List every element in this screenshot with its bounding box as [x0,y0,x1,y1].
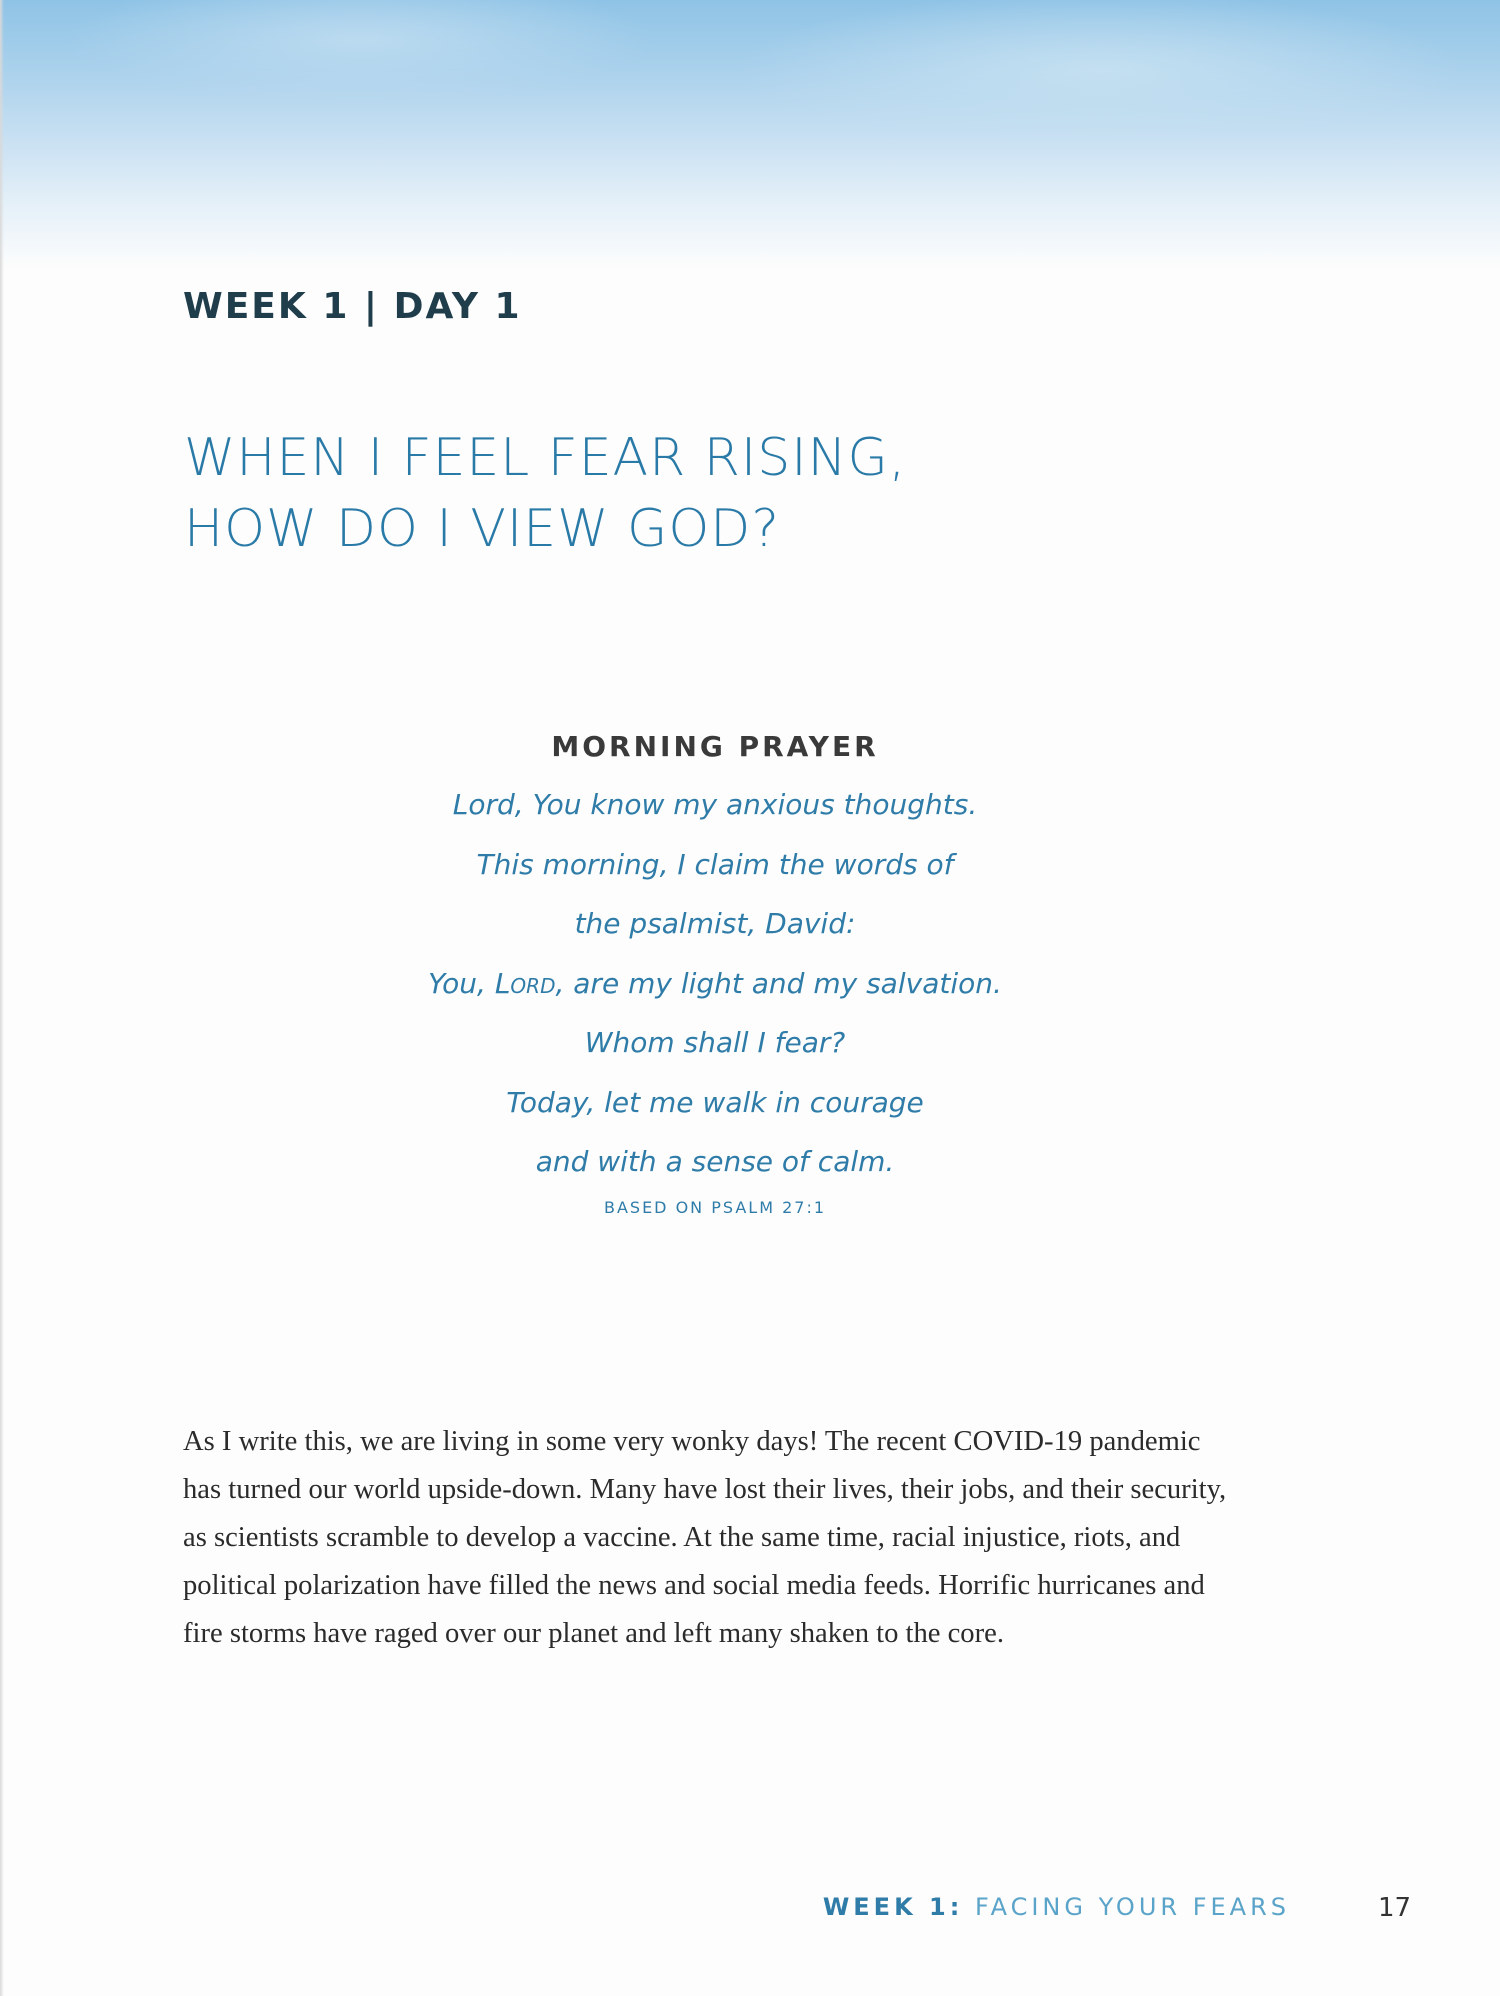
body-paragraph: As I write this, we are living in some very wonky days! The recent COVID-19 pandemic has turned our world upside-down. Many have lost their lives, their jobs, and their security, as scientists scramble to develop a vaccine. At the same time, racial injustice, riots, and political polarization have filled the news and social media feeds. Horrific hurricanes and fire storms have raged over our planet and left many shaken to the core. [183,1426,1227,1649]
prayer-line-4-lord: Lord [494,966,556,1000]
scan-edge-shadow [0,0,4,1996]
footer-week-label: WEEK 1: [822,1893,964,1921]
prayer-line-1: Lord, You know my anxious thoughts. [452,788,978,821]
prayer-heading: MORNING PRAYER [551,730,879,763]
prayer-line-7: and with a sense of calm. [535,1145,895,1178]
prayer-line-4-end: , are my light and my salvation. [555,966,1002,1000]
prayer-line-4-start: You, [428,966,495,1000]
week-day-label: WEEK 1 | DAY 1 [183,286,522,327]
page-title-line-2: HOW DO I VIEW GOD? [184,499,780,559]
sky-header-background [0,0,1500,270]
prayer-line-2: This morning, I claim the words of [476,847,954,881]
footer-section-title: FACING YOUR FEARS [974,1893,1290,1921]
page-title-line-1: WHEN I FEEL FEAR RISING, [184,428,907,488]
prayer-source-citation: BASED ON PSALM 27:1 [603,1197,827,1217]
page-footer [0,1893,1500,1933]
prayer-line-6: Today, let me walk in courage [506,1085,924,1119]
prayer-lines [350,775,1080,1192]
prayer-line-5: Whom shall I fear? [584,1026,846,1059]
running-footer [823,1893,1290,1921]
morning-prayer-section [350,730,1080,1217]
prayer-line-4 [350,954,1080,1014]
prayer-line-3: the psalmist, David: [574,907,856,940]
page-title [184,423,1184,565]
page-number: 17 [1378,1893,1412,1923]
